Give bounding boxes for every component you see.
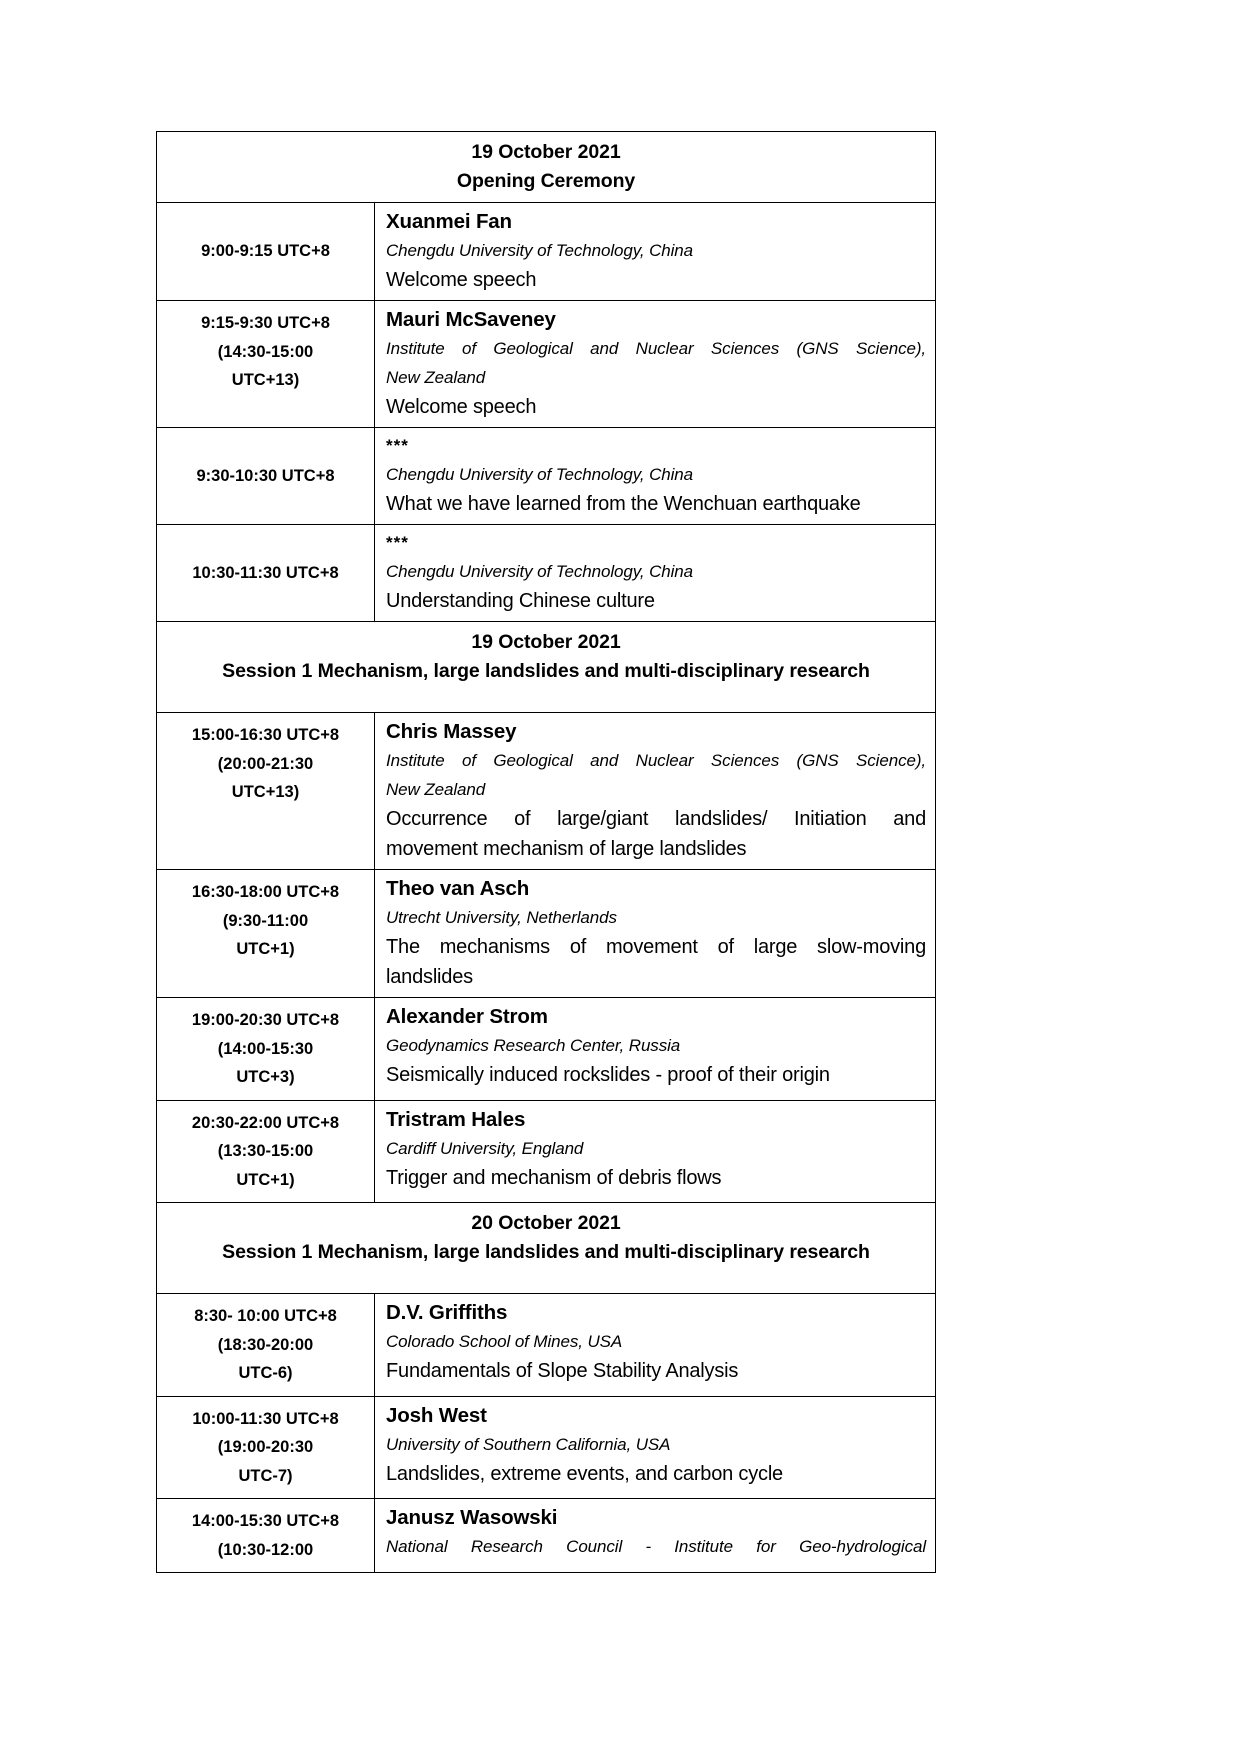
time-cell: [157, 525, 375, 622]
talk-title: Understanding Chinese culture: [386, 590, 655, 612]
speaker-name: Josh West: [386, 1403, 487, 1427]
banner-date: 19 October 2021: [471, 631, 621, 653]
time-cell: [157, 1499, 375, 1573]
speaker-affiliation: Institute of Geological and Nuclear Sciences (GNS Science),: [386, 339, 927, 358]
primary-time: 10:30-11:30 UTC+8: [192, 563, 339, 582]
local-time: (18:30-20:00: [217, 1335, 314, 1354]
schedule-row: [157, 203, 936, 301]
primary-time: 16:30-18:00 UTC+8: [191, 883, 340, 901]
speaker-name: Chris Massey: [386, 720, 517, 743]
banner-spacer: [165, 685, 927, 705]
schedule-row: [157, 1100, 936, 1203]
talk-title: Trigger and mechanism of debris flows: [386, 1166, 722, 1189]
session-info-cell: [375, 525, 936, 622]
speaker-affiliation: Chengdu University of Technology, China: [386, 241, 694, 260]
banner-row: [157, 1203, 936, 1294]
session-info-cell: [375, 1100, 936, 1203]
speaker-name: Theo van Asch: [386, 877, 530, 900]
time-cell: [157, 203, 375, 301]
primary-time: 15:00-16:30 UTC+8: [191, 726, 340, 744]
talk-title: Fundamentals of Slope Stability Analysis: [386, 1360, 739, 1382]
talk-title: Welcome speech: [386, 396, 537, 418]
banner-cell: [157, 132, 936, 203]
speaker-name: Xuanmei Fan: [386, 210, 512, 233]
banner-spacer: [165, 1266, 927, 1286]
time-cell: [157, 870, 375, 998]
schedule-row: [157, 998, 936, 1101]
primary-time: 14:00-15:30 UTC+8: [191, 1512, 340, 1530]
banner-session-title: Opening Ceremony: [456, 169, 636, 192]
banner-row: [157, 132, 936, 203]
speaker-name: D.V. Griffiths: [386, 1301, 508, 1324]
time-cell: [157, 301, 375, 428]
schedule-row: [157, 301, 936, 428]
schedule-body: [157, 132, 936, 1573]
local-time: (14:00-15:30: [217, 1039, 314, 1058]
speaker-affiliation: Cardiff University, England: [386, 1138, 584, 1158]
session-info-cell: [375, 998, 936, 1101]
local-time: UTC-6): [238, 1364, 293, 1382]
schedule-row: [157, 1294, 936, 1397]
primary-time: 19:00-20:30 UTC+8: [191, 1011, 340, 1029]
session-info-cell: [375, 1396, 936, 1499]
speaker-affiliation: New Zealand: [386, 368, 486, 387]
session-info-cell: [375, 301, 936, 428]
banner-row: [157, 622, 936, 713]
primary-time: 20:30-22:00 UTC+8: [191, 1113, 340, 1132]
local-time: UTC+13): [231, 783, 300, 801]
local-time: (10:30-12:00: [217, 1540, 314, 1559]
talk-title: Occurrence of large/giant landslides/ Initiation and: [386, 808, 927, 830]
speaker-name: Mauri McSaveney: [386, 308, 556, 331]
session-info-cell: [375, 713, 936, 870]
local-time: (13:30-15:00: [217, 1142, 314, 1160]
speaker-affiliation: New Zealand: [386, 780, 486, 799]
speaker-name: Tristram Hales: [386, 1107, 526, 1131]
speaker-affiliation: Chengdu University of Technology, China: [386, 465, 694, 484]
schedule-row: [157, 428, 936, 525]
banner-cell: [157, 622, 936, 713]
local-time: (14:30-15:00: [217, 342, 314, 361]
talk-title: Landslides, extreme events, and carbon cycle: [386, 1462, 783, 1485]
time-cell: [157, 998, 375, 1101]
primary-time: 8:30- 10:00 UTC+8: [194, 1307, 337, 1325]
speaker-name-redacted: ***: [386, 436, 409, 455]
talk-title: movement mechanism of large landslides: [386, 838, 747, 860]
session-info-cell: [375, 1294, 936, 1397]
time-cell: [157, 713, 375, 870]
speaker-affiliation: Colorado School of Mines, USA: [386, 1332, 623, 1351]
time-cell: [157, 1294, 375, 1397]
banner-date: 20 October 2021: [471, 1212, 621, 1234]
session-info-cell: [375, 1499, 936, 1573]
banner-session-title: Session 1 Mechanism, large landslides and multi-disciplinary research: [222, 659, 870, 682]
schedule-row: [157, 1499, 936, 1573]
time-cell: [157, 428, 375, 525]
speaker-affiliation: Geodynamics Research Center, Russia: [386, 1036, 681, 1055]
talk-title: What we have learned from the Wenchuan earthquake: [386, 493, 861, 515]
talk-title: Welcome speech: [386, 269, 537, 291]
primary-time: 9:15-9:30 UTC+8: [201, 314, 330, 332]
speaker-affiliation: Institute of Geological and Nuclear Sciences (GNS Science),: [386, 751, 927, 770]
talk-title: Seismically induced rockslides - proof of their origin: [386, 1064, 830, 1086]
local-time: (9:30-11:00: [222, 911, 309, 930]
talk-title: The mechanisms of movement of large slow-moving: [386, 936, 927, 958]
time-cell: [157, 1396, 375, 1499]
conference-schedule-table: [156, 131, 936, 1573]
session-info-cell: [375, 870, 936, 998]
speaker-name-redacted: ***: [386, 533, 409, 552]
primary-time: 9:00-9:15 UTC+8: [201, 242, 330, 261]
local-time: UTC+1): [236, 940, 295, 958]
speaker-affiliation: National Research Council - Institute for Geo-hydrological: [386, 1537, 927, 1556]
local-time: UTC+1): [236, 1170, 295, 1189]
speaker-affiliation: Utrecht University, Netherlands: [386, 908, 617, 927]
speaker-affiliation: Chengdu University of Technology, China: [386, 562, 694, 581]
local-time: UTC-7): [238, 1466, 293, 1485]
schedule-row: [157, 713, 936, 870]
local-time: UTC+3): [236, 1068, 295, 1086]
speaker-name: Alexander Strom: [386, 1005, 548, 1028]
talk-title: landslides: [386, 966, 473, 988]
schedule-row: [157, 870, 936, 998]
banner-session-title: Session 1 Mechanism, large landslides and multi-disciplinary research: [222, 1240, 870, 1263]
schedule-row: [157, 1396, 936, 1499]
local-time: (20:00-21:30: [217, 754, 314, 773]
speaker-affiliation: University of Southern California, USA: [386, 1434, 671, 1454]
local-time: UTC+13): [231, 371, 300, 389]
session-info-cell: [375, 203, 936, 301]
schedule-row: [157, 525, 936, 622]
primary-time: 10:00-11:30 UTC+8: [192, 1409, 339, 1428]
primary-time: 9:30-10:30 UTC+8: [196, 466, 335, 485]
banner-date: 19 October 2021: [471, 141, 621, 163]
speaker-name: Janusz Wasowski: [386, 1506, 558, 1529]
session-info-cell: [375, 428, 936, 525]
local-time: (19:00-20:30: [217, 1438, 314, 1456]
banner-cell: [157, 1203, 936, 1294]
time-cell: [157, 1100, 375, 1203]
